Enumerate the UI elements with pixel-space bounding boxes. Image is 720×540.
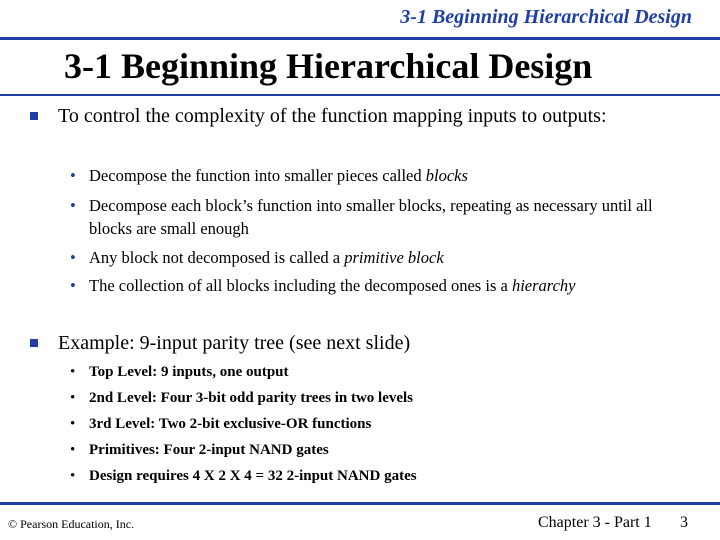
- round-bullet-icon: •: [70, 166, 76, 185]
- round-bullet-icon: •: [70, 416, 76, 432]
- sub-bullet-2nd-level: [70, 387, 680, 409]
- bullet-text: To control the complexity of the function mapping inputs to outputs:: [58, 105, 607, 127]
- footer-page-number: 3: [680, 514, 688, 531]
- sub-bullet-text: Top Level: 9 inputs, one output: [89, 364, 289, 380]
- header-rule: [0, 37, 720, 40]
- round-bullet-icon: •: [70, 390, 76, 406]
- sub-bullet-text: Primitives: Four 2-input NAND gates: [89, 442, 329, 458]
- round-bullet-icon: •: [70, 276, 76, 295]
- round-bullet-icon: •: [70, 364, 76, 380]
- square-bullet-icon: [30, 112, 38, 120]
- sub-bullet-text: Any block not decomposed is called a primitive block: [89, 248, 444, 267]
- bullet-complexity: [30, 104, 690, 129]
- bullet-text: Example: 9-input parity tree (see next slide): [58, 332, 411, 354]
- round-bullet-icon: •: [70, 248, 76, 267]
- square-bullet-icon: [30, 339, 38, 347]
- sub-bullet-text: Decompose the function into smaller pieces called blocks: [89, 166, 468, 185]
- sub-bullet-text: Design requires 4 X 2 X 4 = 32 2-input NAND gates: [89, 468, 417, 484]
- sub-bullet-design-requires: [70, 465, 680, 487]
- sub-bullet-text: 3rd Level: Two 2-bit exclusive-OR functions: [89, 416, 372, 432]
- sub-bullet-blocks: [70, 164, 686, 187]
- sub-bullet-text: 2nd Level: Four 3-bit odd parity trees in two levels: [89, 390, 414, 406]
- sub-bullet-hierarchy: [70, 274, 686, 297]
- header-title: 3-1 Beginning Hierarchical Design: [400, 6, 692, 28]
- sub-bullet-text: Decompose each block’s function into smaller blocks, repeating as necessary until all blocks are small enough: [89, 196, 653, 238]
- sub-bullet-top-level: [70, 361, 680, 383]
- sub-bullet-primitive: [70, 246, 686, 269]
- sub-bullet-3rd-level: [70, 413, 680, 435]
- round-bullet-icon: •: [70, 442, 76, 458]
- bullet-example: [30, 331, 690, 356]
- sub-bullet-text: The collection of all blocks including the decomposed ones is a hierarchy: [89, 276, 576, 295]
- footer-rule: [0, 502, 720, 505]
- footer-chapter: Chapter 3 - Part 1: [538, 514, 652, 531]
- sub-bullet-primitives: [70, 439, 680, 461]
- title-rule: [0, 94, 720, 96]
- round-bullet-icon: •: [70, 196, 76, 215]
- slide-title: 3-1 Beginning Hierarchical Design: [64, 46, 593, 86]
- sub-bullet-decompose-each: [70, 194, 686, 240]
- footer-copyright: © Pearson Education, Inc.: [8, 517, 135, 531]
- round-bullet-icon: •: [70, 468, 76, 484]
